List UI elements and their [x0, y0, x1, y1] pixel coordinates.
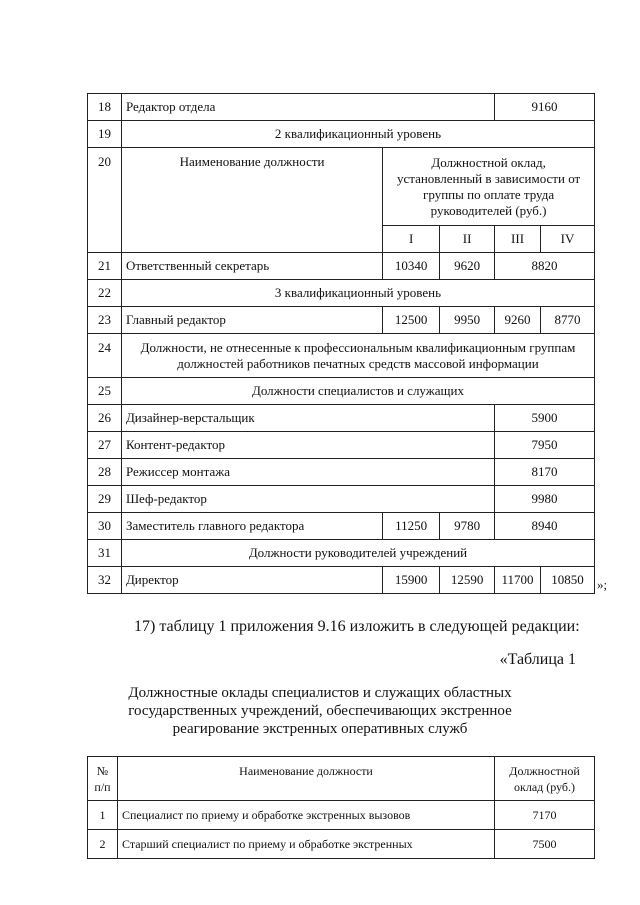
- salary-value: 7950: [495, 432, 595, 459]
- salary-value: 10850: [541, 567, 595, 594]
- position-name: Режиссер монтажа: [121, 459, 494, 486]
- section-heading: 3 квалификационный уровень: [121, 280, 594, 307]
- salary-value: 8770: [541, 307, 595, 334]
- row-number: 25: [88, 378, 122, 405]
- salary-value: 15900: [383, 567, 440, 594]
- position-name: Старший специалист по приему и обработке экстренных: [117, 830, 494, 859]
- salary-value: 9160: [495, 94, 595, 121]
- group-header: II: [440, 226, 495, 253]
- salary-value: 5900: [495, 405, 595, 432]
- column-header-salary: Должностной оклад (руб.): [495, 757, 595, 801]
- group-header: III: [495, 226, 541, 253]
- row-number: 20: [88, 148, 122, 253]
- row-number: 23: [88, 307, 122, 334]
- salary-value: 9260: [495, 307, 541, 334]
- column-header-name: Наименование должности: [121, 148, 382, 253]
- section-heading: 2 квалификационный уровень: [121, 121, 594, 148]
- position-name: Главный редактор: [121, 307, 382, 334]
- position-name: Ответственный секретарь: [121, 253, 382, 280]
- column-header-salary: Должностной оклад, установленный в зависимости от группы по оплате труда руководителей (руб.): [383, 148, 595, 226]
- table-row: [88, 486, 595, 513]
- row-number: 21: [88, 253, 122, 280]
- table-row: [88, 280, 595, 307]
- table-row: [88, 405, 595, 432]
- table-row: [88, 830, 595, 859]
- position-name: Директор: [121, 567, 382, 594]
- row-number: 31: [88, 540, 122, 567]
- section-heading: Должности, не отнесенные к профессиональным квалификационным группам должностей работников печатных средств массовой информации: [121, 334, 594, 378]
- table-header-row: [88, 148, 595, 226]
- row-number: 24: [88, 334, 122, 378]
- row-number: 28: [88, 459, 122, 486]
- table-row: [88, 459, 595, 486]
- column-header-name: Наименование должности: [117, 757, 494, 801]
- row-number: 19: [88, 121, 122, 148]
- row-number: 30: [88, 513, 122, 540]
- salary-table-1: [87, 93, 595, 594]
- salary-value: 11250: [383, 513, 440, 540]
- salary-value: 12500: [383, 307, 440, 334]
- salary-table-2: [87, 756, 595, 859]
- salary-value: 9950: [440, 307, 495, 334]
- section-heading: Должности специалистов и служащих: [121, 378, 594, 405]
- row-number: 18: [88, 94, 122, 121]
- row-number: 32: [88, 567, 122, 594]
- table-row: [88, 253, 595, 280]
- row-number: 1: [88, 801, 118, 830]
- row-number: 2: [88, 830, 118, 859]
- position-name: Специалист по приему и обработке экстренных вызовов: [117, 801, 494, 830]
- group-header: IV: [541, 226, 595, 253]
- row-number: 27: [88, 432, 122, 459]
- closing-quote: »;: [597, 577, 608, 592]
- table-row: [88, 567, 595, 594]
- position-name: Редактор отдела: [121, 94, 494, 121]
- section-heading: Должности руководителей учреждений: [121, 540, 594, 567]
- salary-value: 8170: [495, 459, 595, 486]
- table-row: [88, 334, 595, 378]
- position-name: Дизайнер-верстальщик: [121, 405, 494, 432]
- salary-value: 9980: [495, 486, 595, 513]
- table-row: [88, 121, 595, 148]
- amendment-paragraph: 17) таблицу 1 приложения 9.16 изложить в следующей редакции:: [134, 618, 580, 635]
- table-row: [88, 513, 595, 540]
- table-row: [88, 801, 595, 830]
- salary-value: 9780: [440, 513, 495, 540]
- group-header: I: [383, 226, 440, 253]
- table-row: [88, 307, 595, 334]
- row-number: 22: [88, 280, 122, 307]
- table-header-row: [88, 757, 595, 801]
- position-name: Заместитель главного редактора: [121, 513, 382, 540]
- table-row: [88, 540, 595, 567]
- salary-value: 9620: [440, 253, 495, 280]
- row-number: 29: [88, 486, 122, 513]
- salary-value: 7170: [495, 801, 595, 830]
- row-number: 26: [88, 405, 122, 432]
- salary-value: 12590: [440, 567, 495, 594]
- salary-value: 10340: [383, 253, 440, 280]
- table-label: «Таблица 1: [499, 651, 576, 668]
- column-header-number: № п/п: [88, 757, 118, 801]
- position-name: Шеф-редактор: [121, 486, 494, 513]
- salary-value: 8940: [495, 513, 595, 540]
- salary-value: 8820: [495, 253, 595, 280]
- table-row: [88, 94, 595, 121]
- salary-value: 11700: [495, 567, 541, 594]
- table-row: [88, 432, 595, 459]
- table-row: [88, 378, 595, 405]
- salary-value: 7500: [495, 830, 595, 859]
- position-name: Контент-редактор: [121, 432, 494, 459]
- table-heading: Должностные оклады специалистов и служащих областных государственных учреждений, обеспечивающих экстренное реагирование экстренных оперативных служб: [128, 685, 512, 737]
